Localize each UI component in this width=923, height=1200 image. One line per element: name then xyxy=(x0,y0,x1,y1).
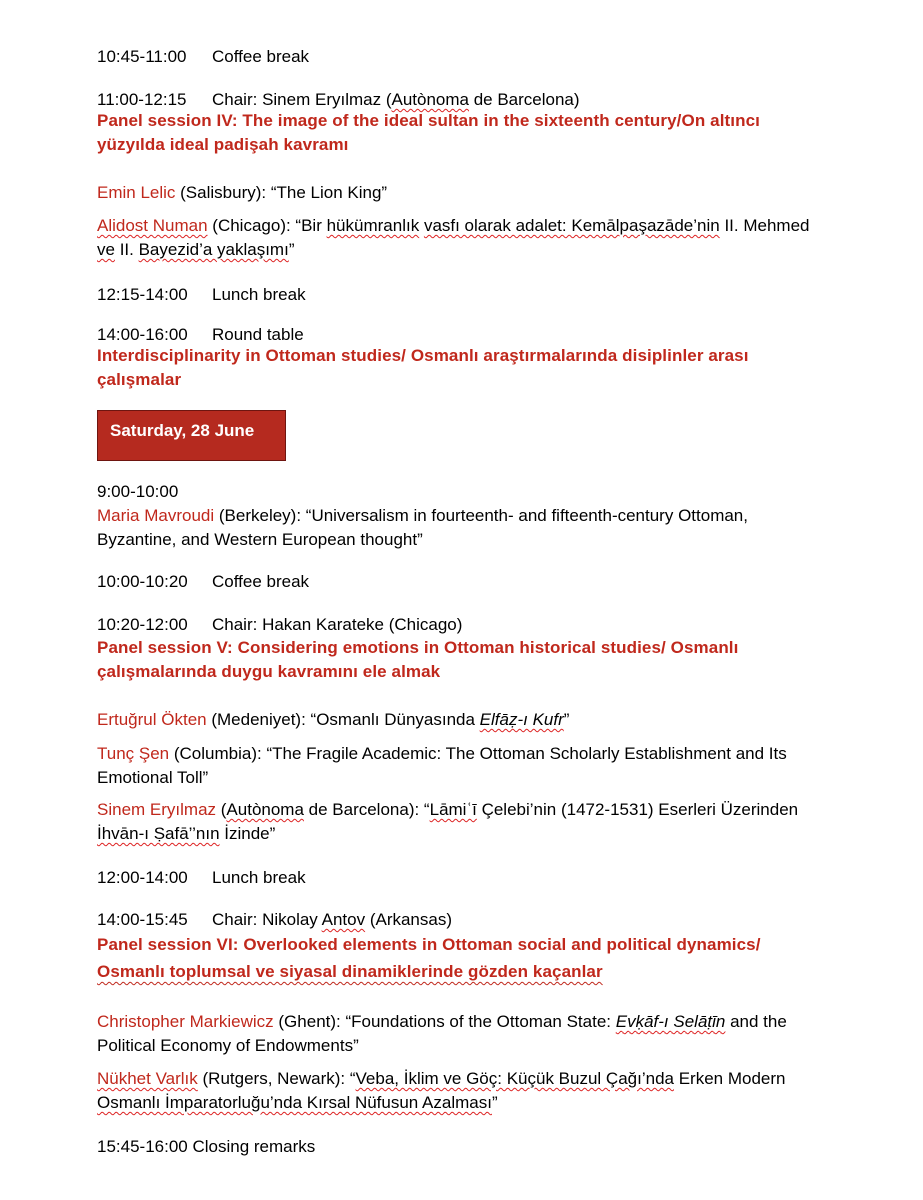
speaker-name: Sinem Eryılmaz xyxy=(97,800,217,819)
schedule-lunch-break-2 xyxy=(97,866,824,889)
talk-sinem-eryilmaz: Sinem Eryılmaz (Autònoma de Barcelona): “Lāmiʿī Çelebi’nin (1472-1531) Eserleri Üzerinden İhvān-ı Ṣafā’’nın İzinde” xyxy=(97,800,799,843)
chair: Chair: Nikolay Antov (Arkansas) xyxy=(212,910,453,929)
label: Round table xyxy=(212,325,304,344)
talk-alidost-numan: Alidost Numan (Chicago): “Bir hükümranlık vasfı olarak adalet: Kemālpaşazāde’nin II. Mehmed ve II. Bayezid’a yaklaşımı” xyxy=(97,216,810,259)
speaker-name: Emin Lelic xyxy=(97,183,176,202)
speaker-name: Maria Mavroudi xyxy=(97,506,215,525)
time: 10:20-12:00 xyxy=(97,615,188,634)
talk-tunc-sen: Tunç Şen (Columbia): “The Fragile Academic: The Ottoman Scholarly Establishment and Its Emotional Toll” xyxy=(97,744,787,787)
schedule-coffee-break-1 xyxy=(97,45,824,68)
speaker-name: Tunç Şen xyxy=(97,744,170,763)
time: 14:00-15:45 xyxy=(97,910,188,929)
keynote-maria-mavroudi: 9:00-10:00 Maria Mavroudi (Berkeley): “Universalism in fourteenth- and fifteenth-century Ottoman, Byzantine, and Western European thought” xyxy=(97,480,824,552)
schedule-coffee-break-2 xyxy=(97,570,824,593)
speaker-name: Ertuğrul Ökten xyxy=(97,710,207,729)
label: Coffee break xyxy=(212,572,310,591)
time: 10:45-11:00 xyxy=(97,47,187,66)
schedule-chair-panel-4 xyxy=(97,88,824,111)
round-table-title: Interdisciplinarity in Ottoman studies/ Osmanlı araştırmalarında disiplinler arası çalışmalar xyxy=(97,346,749,389)
label: Lunch break xyxy=(212,285,306,304)
talk-nukhet-varlik: Nükhet Varlık (Rutgers, Newark): “Veba, İklim ve Göç: Küçük Buzul Çağı’nda Erken Modern Osmanlı İmparatorluğu’nda Kırsal Nüfusun Azalması” xyxy=(97,1069,786,1112)
speaker-name: Alidost Numan xyxy=(97,216,208,235)
speaker-name: Nükhet Varlık xyxy=(97,1069,198,1088)
label: Chair: Hakan Karateke (Chicago) xyxy=(212,615,463,634)
time: 12:00-14:00 xyxy=(97,868,188,887)
time: 11:00-12:15 xyxy=(97,90,187,109)
label: Coffee break xyxy=(212,47,310,66)
panel-title-6: Panel session VI: Overlooked elements in Ottoman social and political dynamics/ Osmanlı toplumsal ve siyasal dinamiklerinde gözden kaçanlar xyxy=(97,935,761,981)
talk-ertugrul-okten: Ertuğrul Ökten (Medeniyet): “Osmanlı Dünyasında Elfāẓ-ı Kufr” xyxy=(97,710,570,729)
time: 9:00-10:00 xyxy=(97,482,179,501)
schedule-round-table xyxy=(97,323,824,346)
time: 14:00-16:00 xyxy=(97,325,188,344)
panel-title-5: Panel session V: Considering emotions in Ottoman historical studies/ Osmanlı çalışmalarında duygu kavramını ele almak xyxy=(97,638,739,681)
speaker-name: Christopher Markiewicz xyxy=(97,1012,274,1031)
time: 10:00-10:20 xyxy=(97,572,188,591)
chair: Chair: Sinem Eryılmaz (Autònoma de Barcelona) xyxy=(212,90,580,109)
time: 12:15-14:00 xyxy=(97,285,188,304)
schedule-lunch-break-1 xyxy=(97,283,824,306)
schedule-chair-panel-6 xyxy=(97,908,824,931)
label: Lunch break xyxy=(212,868,306,887)
schedule-closing-remarks: 15:45-16:00 Closing remarks xyxy=(97,1137,316,1156)
talk-christopher-markiewicz: Christopher Markiewicz (Ghent): “Foundations of the Ottoman State: Evḳāf-ı Selāṭīn and the Political Economy of Endowments” xyxy=(97,1012,787,1055)
schedule-chair-panel-5 xyxy=(97,613,824,636)
panel-title-4: Panel session IV: The image of the ideal sultan in the sixteenth century/On altıncı yüzyılda ideal padişah kavramı xyxy=(97,111,760,154)
talk-emin-lelic: Emin Lelic (Salisbury): “The Lion King” xyxy=(97,183,388,202)
day-heading-saturday: Saturday, 28 June xyxy=(97,410,286,461)
